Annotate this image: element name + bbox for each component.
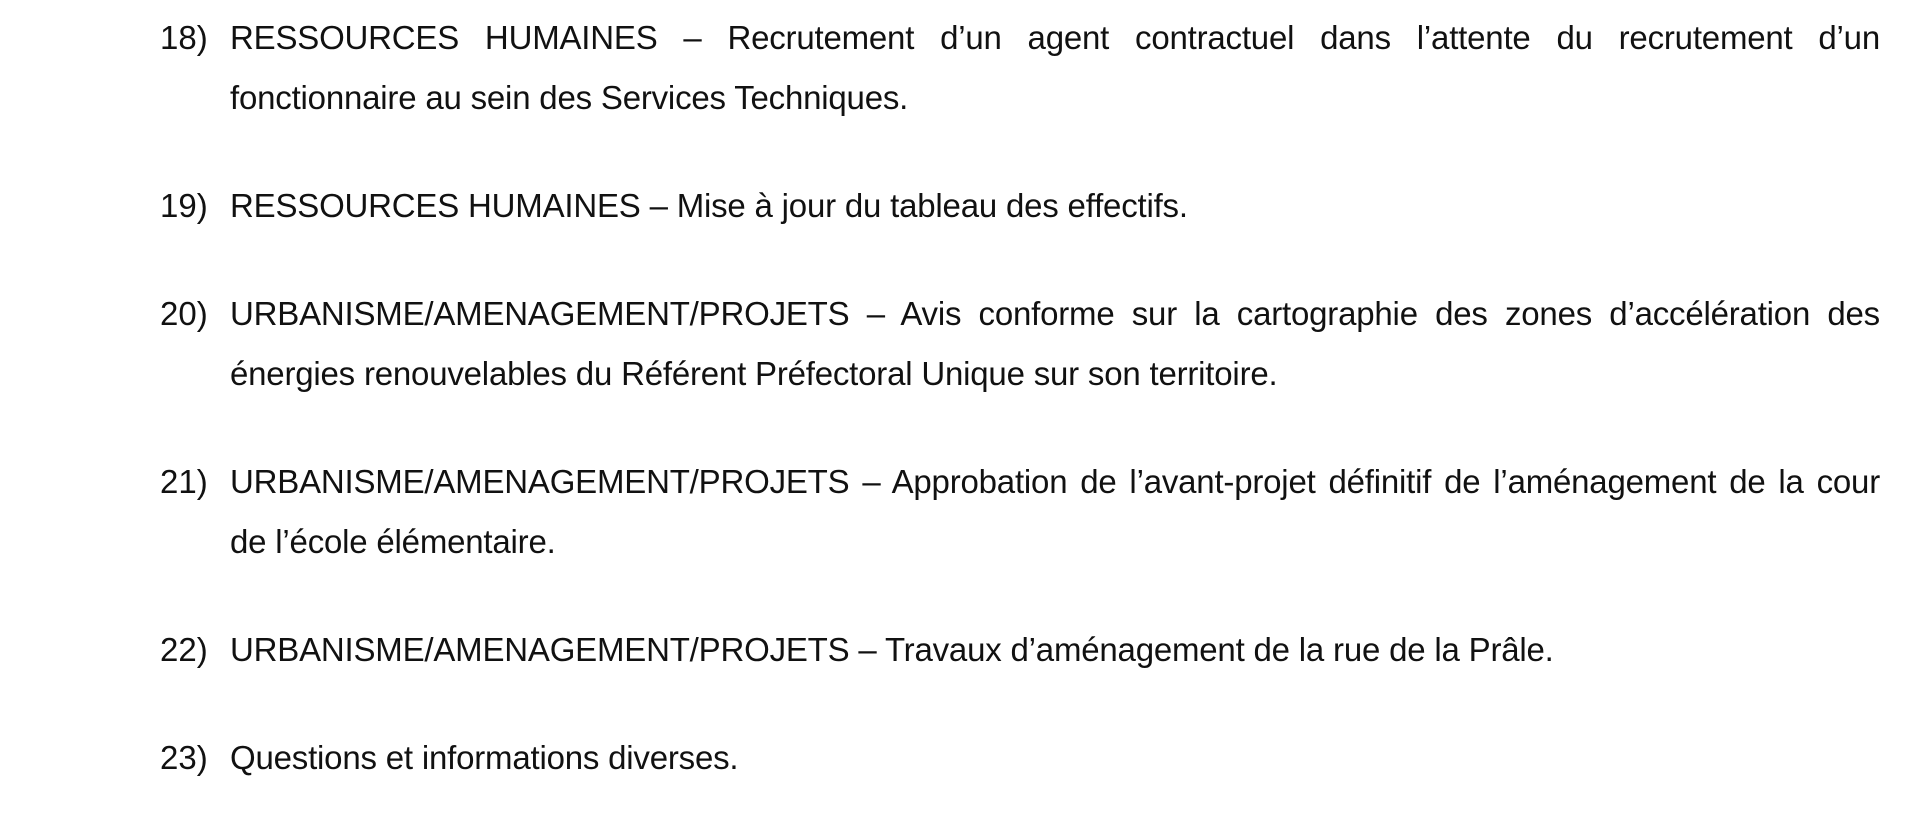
agenda-item-separator: – bbox=[657, 19, 728, 56]
agenda-item-description: Mise à jour du tableau des effectifs. bbox=[676, 187, 1188, 224]
agenda-item-number: 21) bbox=[160, 463, 208, 500]
agenda-item-separator: – bbox=[849, 295, 901, 332]
agenda-item-separator: – bbox=[849, 631, 885, 668]
agenda-item-number: 20) bbox=[160, 295, 208, 332]
agenda-item-separator: – bbox=[640, 187, 677, 224]
agenda-item-23 bbox=[160, 728, 1880, 788]
agenda-item-description: Recrutement d’un agent contractuel dans l’attente du recrutement d’un fonctionnaire au sein des Services Techniques. bbox=[230, 19, 1880, 116]
agenda-item-description: Travaux d’aménagement de la rue de la Prâle. bbox=[884, 631, 1554, 668]
agenda-item-description: Approbation de l’avant-projet définitif de l’aménagement de la cour de l’école élémentaire. bbox=[230, 463, 1880, 560]
agenda-item-category: URBANISME/AMENAGEMENT/PROJETS bbox=[230, 631, 850, 668]
agenda-item-text bbox=[230, 620, 1880, 680]
agenda-item-category: RESSOURCES HUMAINES bbox=[230, 19, 658, 56]
agenda-list bbox=[160, 8, 1880, 788]
agenda-item-category: RESSOURCES HUMAINES bbox=[230, 187, 641, 224]
agenda-item-text bbox=[230, 728, 1880, 788]
agenda-item-number: 22) bbox=[160, 631, 208, 668]
agenda-item-text bbox=[230, 8, 1880, 128]
agenda-item-category: URBANISME/AMENAGEMENT/PROJETS bbox=[230, 463, 850, 500]
agenda-item-number: 23) bbox=[160, 739, 208, 776]
agenda-item-description: Avis conforme sur la cartographie des zones d’accélération des énergies renouvelables du Référent Préfectoral Unique sur son territoire. bbox=[230, 295, 1880, 392]
agenda-item-18 bbox=[160, 8, 1880, 128]
agenda-item-description: Questions et informations diverses. bbox=[230, 739, 739, 776]
agenda-item-20 bbox=[160, 284, 1880, 404]
agenda-item-22 bbox=[160, 620, 1880, 680]
agenda-item-number: 19) bbox=[160, 187, 208, 224]
agenda-item-text bbox=[230, 452, 1880, 572]
agenda-item-21 bbox=[160, 452, 1880, 572]
agenda-item-category: URBANISME/AMENAGEMENT/PROJETS bbox=[230, 295, 850, 332]
agenda-item-text bbox=[230, 176, 1880, 236]
agenda-item-19 bbox=[160, 176, 1880, 236]
agenda-item-number: 18) bbox=[160, 19, 208, 56]
agenda-item-text bbox=[230, 284, 1880, 404]
agenda-item-separator: – bbox=[849, 463, 892, 500]
